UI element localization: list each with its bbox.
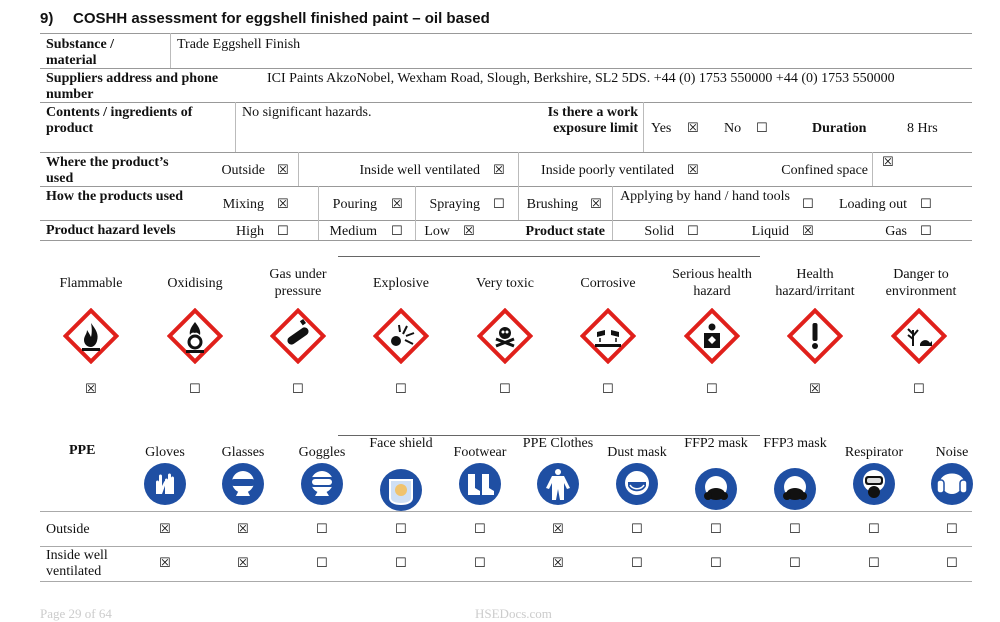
table-divider xyxy=(643,102,644,152)
boots-icon xyxy=(458,462,502,506)
ppe-checkbox[interactable]: ☐ xyxy=(631,556,643,571)
table-divider xyxy=(415,186,416,240)
ppe-label: Face shield xyxy=(369,436,433,451)
ear-defenders-icon xyxy=(930,462,974,506)
ppe-row-label: Outside xyxy=(46,522,90,537)
hazard-levels-label: Product hazard levels xyxy=(46,223,176,238)
ppe-title: PPE xyxy=(69,443,96,458)
ppe-row-label: Inside well ventilated xyxy=(46,548,108,579)
how-pouring-label: Pouring xyxy=(332,197,377,212)
hazard-checkbox[interactable]: ☐ xyxy=(395,382,407,397)
ppe-checkbox[interactable]: ☐ xyxy=(789,556,801,571)
state-solid-label: Solid xyxy=(644,224,674,239)
health-hazard-icon xyxy=(684,308,740,364)
exploding-bomb-icon xyxy=(373,308,429,364)
coverall-icon xyxy=(536,462,580,506)
ppe-checkbox[interactable]: ☒ xyxy=(552,556,564,571)
gas-cylinder-icon xyxy=(270,308,326,364)
table-divider xyxy=(318,186,319,240)
how-spraying-checkbox[interactable]: ☐ xyxy=(493,197,505,212)
table-rule xyxy=(40,33,972,34)
exposure-yes-checkbox[interactable]: ☒ xyxy=(687,121,699,136)
ppe-label: Footwear xyxy=(453,445,507,460)
level-medium-label: Medium xyxy=(329,224,377,239)
state-liquid-label: Liquid xyxy=(751,224,789,239)
where-inside-poorly-checkbox[interactable]: ☒ xyxy=(687,163,699,178)
ppe-checkbox[interactable]: ☒ xyxy=(237,522,249,537)
level-low-label: Low xyxy=(424,224,450,239)
how-loading-label: Loading out xyxy=(838,197,907,212)
ppe-checkbox[interactable]: ☐ xyxy=(946,556,958,571)
ffp2-respirator-icon xyxy=(694,467,738,511)
where-confined-label: Confined space xyxy=(781,163,868,178)
hazard-checkbox[interactable]: ☒ xyxy=(85,382,97,397)
supplier-value: ICI Paints AkzoNobel, Wexham Road, Slough, Berkshire, SL2 5DS. +44 (0) 1753 550000 +44 (0) 1753 550000 xyxy=(267,71,895,86)
section-number: 9) xyxy=(40,10,54,27)
ppe-checkbox[interactable]: ☐ xyxy=(946,522,958,537)
level-high-label: High xyxy=(236,224,264,239)
section-title: COSHH assessment for eggshell finished paint – oil based xyxy=(73,10,490,27)
ppe-checkbox[interactable]: ☐ xyxy=(316,556,328,571)
ppe-checkbox[interactable]: ☐ xyxy=(395,556,407,571)
hazard-label: Flammable xyxy=(59,276,123,291)
footer-site: HSEDocs.com xyxy=(475,606,552,621)
hazard-checkbox[interactable]: ☐ xyxy=(292,382,304,397)
exposure-no-checkbox[interactable]: ☐ xyxy=(756,121,768,136)
table-divider xyxy=(518,152,519,220)
ppe-label: Glasses xyxy=(221,445,265,460)
goggles-icon xyxy=(300,462,344,506)
page-number: Page 29 of 64 xyxy=(40,606,112,621)
table-rule xyxy=(40,581,972,582)
ppe-label: FFP2 mask xyxy=(684,436,748,451)
how-mixing-label: Mixing xyxy=(222,197,264,212)
ppe-label: Gloves xyxy=(145,445,185,460)
how-applying-label: Applying by hand / hand tools xyxy=(620,189,790,204)
how-brushing-label: Brushing xyxy=(526,197,578,212)
substance-value: Trade Eggshell Finish xyxy=(177,37,301,52)
exposure-yes-label: Yes xyxy=(651,121,672,136)
table-divider xyxy=(612,186,613,240)
hazard-checkbox[interactable]: ☐ xyxy=(602,382,614,397)
supplier-label: Suppliers address and phone number xyxy=(46,71,219,102)
ppe-label: Goggles xyxy=(298,445,346,460)
section-rule xyxy=(338,256,760,257)
respirator-icon xyxy=(852,462,896,506)
state-solid-checkbox[interactable]: ☐ xyxy=(687,224,699,239)
how-mixing-checkbox[interactable]: ☒ xyxy=(277,197,289,212)
flame-over-circle-icon xyxy=(167,308,223,364)
environment-icon xyxy=(891,308,947,364)
table-rule xyxy=(40,240,972,241)
table-rule xyxy=(40,220,972,221)
ffp3-respirator-icon xyxy=(773,467,817,511)
gloves-icon xyxy=(143,462,187,506)
skull-crossbones-icon xyxy=(477,308,533,364)
product-state-label: Product state xyxy=(525,224,605,239)
ppe-checkbox[interactable]: ☐ xyxy=(631,522,643,537)
hazard-checkbox[interactable]: ☐ xyxy=(499,382,511,397)
level-medium-checkbox[interactable]: ☐ xyxy=(391,224,403,239)
ppe-label: Dust mask xyxy=(607,445,667,460)
ppe-label: Noise xyxy=(935,445,969,460)
hazard-checkbox[interactable]: ☒ xyxy=(809,382,821,397)
ppe-checkbox[interactable]: ☐ xyxy=(868,556,880,571)
duration-value: 8 Hrs xyxy=(907,121,938,136)
table-rule xyxy=(40,152,972,153)
ppe-checkbox[interactable]: ☐ xyxy=(868,522,880,537)
ppe-checkbox[interactable]: ☒ xyxy=(237,556,249,571)
hazard-checkbox[interactable]: ☐ xyxy=(189,382,201,397)
contents-label: Contents / ingredients of product xyxy=(46,105,193,136)
how-brushing-checkbox[interactable]: ☒ xyxy=(590,197,602,212)
hazard-label: Explosive xyxy=(373,276,429,291)
how-pouring-checkbox[interactable]: ☒ xyxy=(391,197,403,212)
glasses-icon xyxy=(221,462,265,506)
level-high-checkbox[interactable]: ☐ xyxy=(277,224,289,239)
how-used-label: How the products used xyxy=(46,189,184,204)
substance-label: Substance / material xyxy=(46,37,115,68)
state-gas-label: Gas xyxy=(885,224,907,239)
contents-value: No significant hazards. xyxy=(242,105,372,120)
ppe-checkbox[interactable]: ☒ xyxy=(552,522,564,537)
table-rule xyxy=(40,68,972,69)
dust-mask-icon xyxy=(615,462,659,506)
ppe-checkbox[interactable]: ☒ xyxy=(159,522,171,537)
where-outside-checkbox[interactable]: ☒ xyxy=(277,163,289,178)
ppe-checkbox[interactable]: ☐ xyxy=(395,522,407,537)
hazard-label: Gas under pressure xyxy=(269,267,327,299)
state-liquid-checkbox[interactable]: ☒ xyxy=(802,224,814,239)
table-rule xyxy=(40,546,972,547)
hazard-label: Health hazard/irritant xyxy=(775,267,855,299)
hazard-label: Very toxic xyxy=(476,276,534,291)
how-loading-checkbox[interactable]: ☐ xyxy=(920,197,932,212)
ppe-checkbox[interactable]: ☐ xyxy=(474,522,486,537)
table-divider xyxy=(170,33,171,68)
ppe-checkbox[interactable]: ☐ xyxy=(316,522,328,537)
hazard-checkbox[interactable]: ☐ xyxy=(706,382,718,397)
hazard-label: Oxidising xyxy=(167,276,223,291)
table-divider xyxy=(872,152,873,186)
exclamation-icon xyxy=(787,308,843,364)
where-inside-well-label: Inside well ventilated xyxy=(359,163,480,178)
face-shield-icon xyxy=(379,468,423,512)
where-inside-well-checkbox[interactable]: ☒ xyxy=(493,163,505,178)
ppe-label: Respirator xyxy=(844,445,904,460)
how-applying-checkbox[interactable]: ☐ xyxy=(802,197,814,212)
ppe-checkbox[interactable]: ☐ xyxy=(789,522,801,537)
hazard-label: Serious health hazard xyxy=(672,267,752,299)
where-confined-checkbox[interactable]: ☒ xyxy=(882,155,894,170)
hazard-label: Corrosive xyxy=(580,276,636,291)
hazard-label: Danger to environment xyxy=(885,267,957,299)
ppe-checkbox[interactable]: ☐ xyxy=(710,556,722,571)
where-inside-poorly-label: Inside poorly ventilated xyxy=(541,163,674,178)
table-divider xyxy=(298,152,299,186)
hazard-checkbox[interactable]: ☐ xyxy=(913,382,925,397)
where-used-label: Where the product’s used xyxy=(46,155,169,186)
duration-label: Duration xyxy=(812,121,867,136)
table-divider xyxy=(235,102,236,152)
table-rule xyxy=(40,511,972,512)
where-outside-label: Outside xyxy=(221,163,265,178)
flame-icon xyxy=(63,308,119,364)
ppe-label: PPE Clothes xyxy=(522,436,594,451)
corrosion-icon xyxy=(580,308,636,364)
ppe-checkbox[interactable]: ☐ xyxy=(710,522,722,537)
ppe-checkbox[interactable]: ☒ xyxy=(159,556,171,571)
section-heading xyxy=(40,10,490,27)
level-low-checkbox[interactable]: ☒ xyxy=(463,224,475,239)
state-gas-checkbox[interactable]: ☐ xyxy=(920,224,932,239)
exposure-limit-label: Is there a work exposure limit xyxy=(547,105,638,136)
exposure-no-label: No xyxy=(724,121,742,136)
ppe-checkbox[interactable]: ☐ xyxy=(474,556,486,571)
how-spraying-label: Spraying xyxy=(429,197,480,212)
ppe-label: FFP3 mask xyxy=(763,436,827,451)
